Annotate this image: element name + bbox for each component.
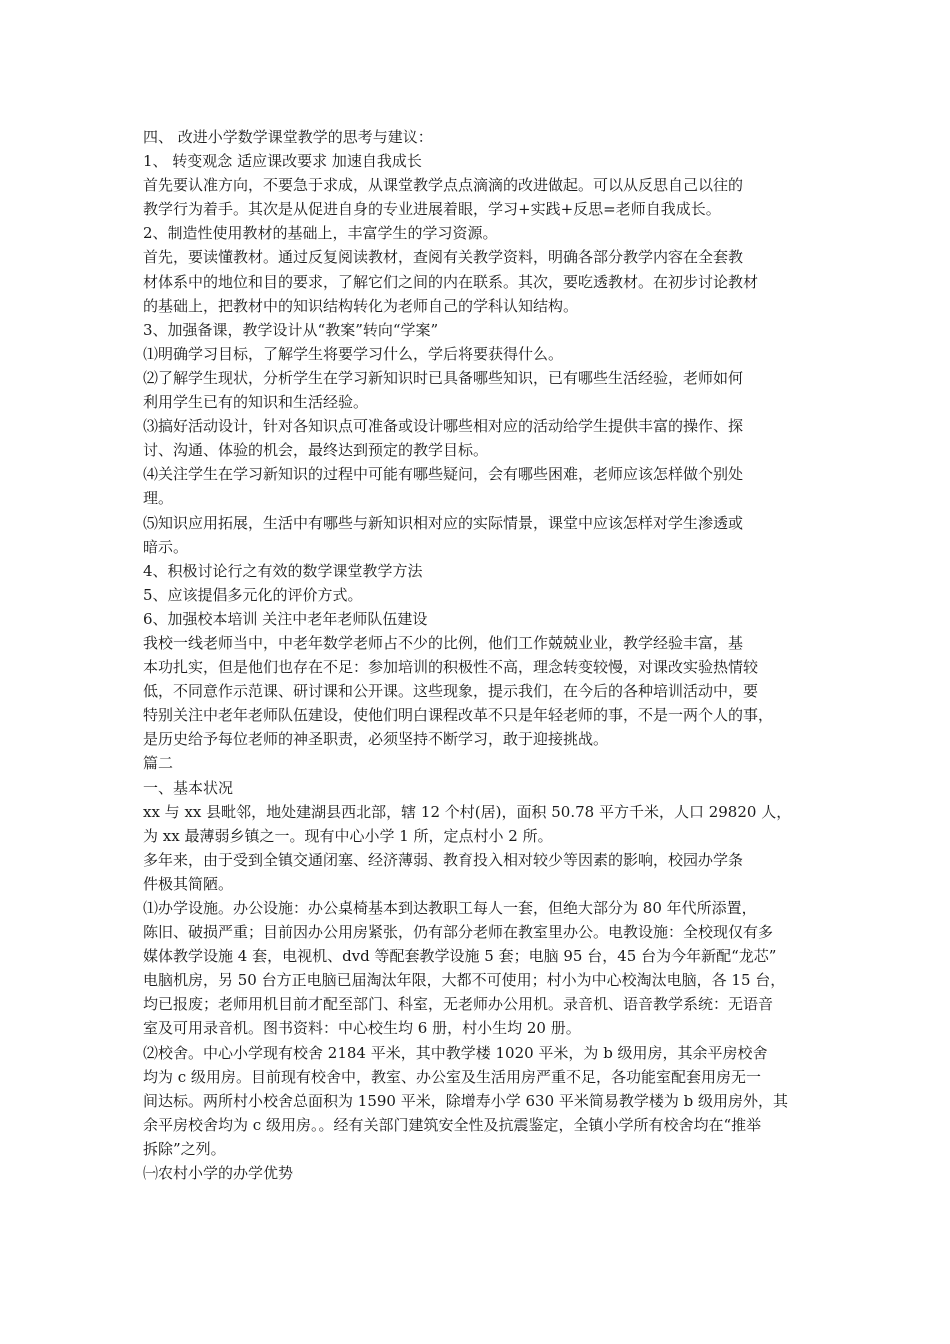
text-line: 首先，要读懂教材。通过反复阅读教材，查阅有关教学资料，明确各部分教学内容在全套教 [143,248,744,267]
text-line: 利用学生已有的知识和生活经验。 [143,393,369,412]
text-line: 四、 改进小学数学课堂教学的思考与建议： [143,128,433,146]
text-line: 室及可用录音机。图书资料：中心校生均 6 册，村小生均 20 册。 [143,1019,581,1038]
text-line: 一、基本状况 [143,778,234,797]
text-line: 低，不同意作示范课、研讨课和公开课。这些现象，提示我们，在今后的各种培训活动中，要 [143,682,759,701]
text-line: 是历史给予每位老师的神圣职责，必须坚持不断学习，敢于迎接挑战。 [143,730,609,749]
text-line: ⑴明确学习目标，了解学生将要学习什么，学后将要获得什么。 [143,344,564,363]
text-line: 电脑机房，另 50 台方正电脑已届淘汰年限，大都不可使用；村小为中心校淘汰电脑，各 15 台， [143,971,786,990]
text-line: xx 与 xx 县毗邻，地处建湖县西北部，辖 12 个村(居)，面积 50.78 平方千米，人口 29820 人， [143,802,792,821]
text-line: 拆除”之列。 [143,1139,226,1158]
text-line: 3、加强备课，教学设计从“教案”转向“学案” [143,320,439,339]
text-line: 理。 [143,489,174,508]
text-line: 2、制造性使用教材的基础上，丰富学生的学习资源。 [143,224,498,243]
text-line: ⑶搞好活动设计，针对各知识点可准备或设计哪些相对应的活动给学生提供丰富的操作、探 [143,417,744,436]
text-line: ⑴办学设施。办公设施：办公桌椅基本到达教职工每人一套，但绝大部分为 80 年代所添置， [143,899,757,917]
text-line: 余平房校舍均为 c 级用房。。经有关部门建筑安全性及抗震鉴定，全镇小学所有校舍均在“推举 [143,1115,762,1134]
text-line: 教学行为着手。其次是从促进自身的专业进展着眼，学习+实践+反思=老师自我成长。 [143,200,721,219]
text-line: 均为 c 级用房。目前现有校舍中，教室、办公室及生活用房严重不足，各功能室配套用房无一 [143,1067,761,1086]
text-line: 特别关注中老年老师队伍建设，使他们明白课程改革不只是年轻老师的事，不是一两个人的事， [143,706,774,725]
text-line: 媒体教学设施 4 套，电视机、dvd 等配套教学设施 5 套；电脑 95 台，45 台为今年新配“龙芯” [143,947,777,966]
text-line: 暗示。 [143,537,189,556]
text-line: ㈠农村小学的办学优势 [143,1164,294,1183]
text-line: 讨、沟通、体验的机会，最终达到预定的教学目标。 [143,441,489,460]
text-line: 件极其简陋。 [143,874,234,893]
text-line: 本功扎实，但是他们也存在不足：参加培训的积极性不高，理念转变较慢，对课改实验热情较 [143,658,759,677]
text-line: 多年来，由于受到全镇交通闭塞、经济薄弱、教育投入相对较少等因素的影响，校园办学条 [143,850,744,869]
text-line: ⑸知识应用拓展，生活中有哪些与新知识相对应的实际情景，课堂中应该怎样对学生渗透或 [143,513,744,532]
text-line: 我校一线老师当中，中老年数学老师占不少的比例，他们工作兢兢业业，教学经验丰富，基 [143,633,744,652]
text-line: ⑷关注学生在学习新知识的过程中可能有哪些疑问，会有哪些困难，老师应该怎样做个别处 [143,465,744,484]
text-line: ⑵校舍。中心小学现有校舍 2184 平米，其中教学楼 1020 平米，为 b 级用房，其余平房校舍 [143,1043,768,1062]
text-line: ⑵了解学生现状，分析学生在学习新知识时已具备哪些知识，已有哪些生活经验，老师如何 [143,368,744,387]
text-line: 5、应该提倡多元化的评价方式。 [143,585,363,604]
text-line: 间达标。两所村小校舍总面积为 1590 平米，除增寿小学 630 平米简易教学楼为 b 级用房外，其 [143,1091,789,1110]
text-line: 首先要认准方向，不要急于求成，从课堂教学点点滴滴的改进做起。可以从反思自己以往的 [143,176,744,195]
text-line: 的基础上，把教材中的知识结构转化为老师自己的学科认知结构。 [143,296,579,315]
text-line: 均已报废；老师用机目前才配至部门、科室，无老师办公用机。录音机、语音教学系统：无语音 [143,995,774,1014]
text-line: 6、加强校本培训 关注中老年老师队伍建设 [143,609,428,628]
text-line: 陈旧、破损严重；目前因办公用房紧张，仍有部分老师在教室里办公。电教设施：全校现仅有多 [143,923,774,942]
text-line: 为 xx 最薄弱乡镇之一。现有中心小学 1 所，定点村小 2 所。 [143,826,553,845]
text-line: 篇二 [143,754,174,773]
text-line: 1、 转变观念 适应课改要求 加速自我成长 [143,152,422,171]
document-body [143,125,808,1185]
text-line: 4、积极讨论行之有效的数学课堂教学方法 [143,561,423,580]
text-line: 材体系中的地位和目的要求，了解它们之间的内在联系。其次，要吃透教材。在初步讨论教材 [143,272,759,291]
